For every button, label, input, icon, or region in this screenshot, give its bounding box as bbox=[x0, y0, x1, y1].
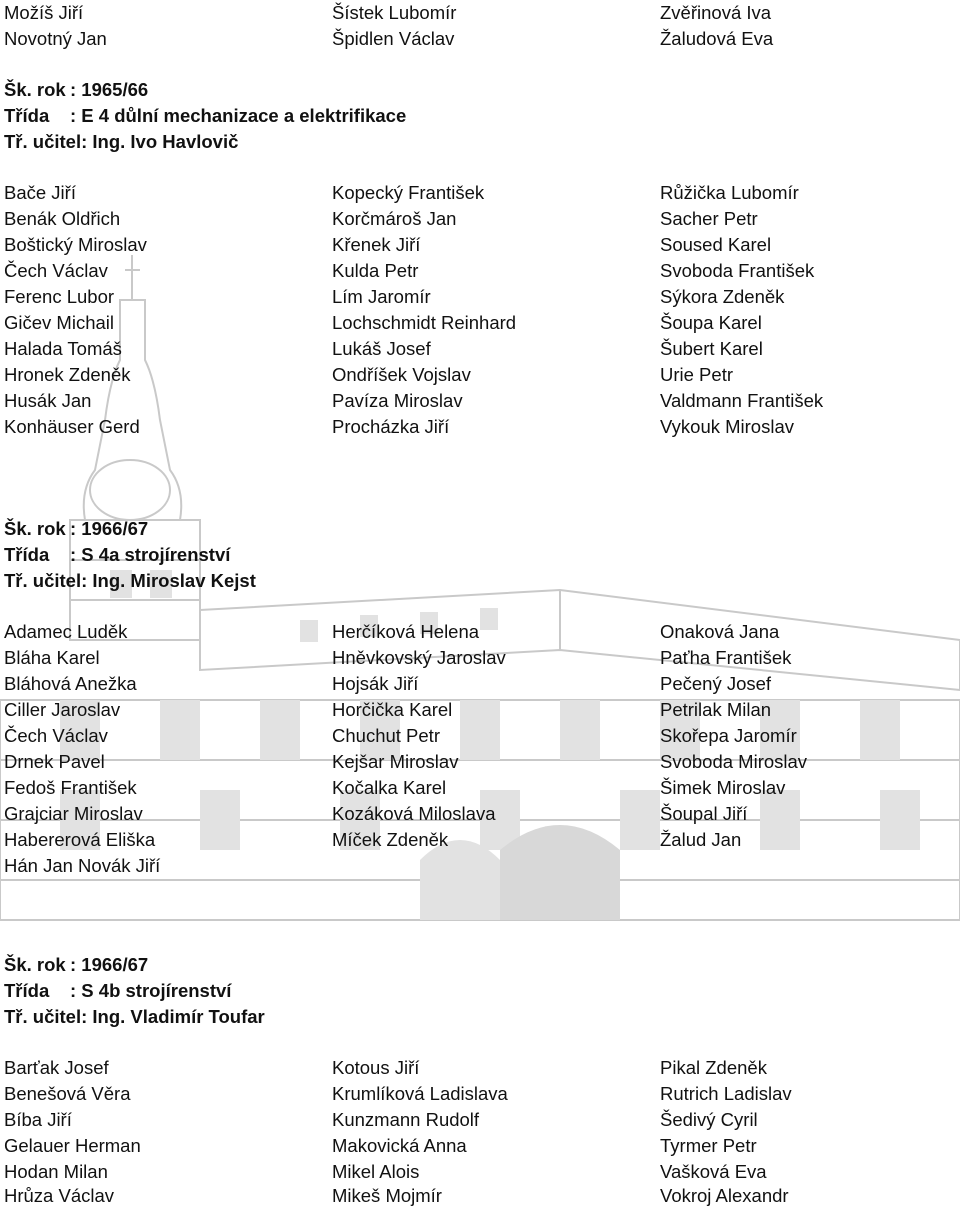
name-row bbox=[4, 697, 960, 723]
student-name: Mikel Alois bbox=[332, 1161, 420, 1182]
class-teacher-heading: Tř. učitel: Ing. Ivo Havlovič bbox=[4, 131, 239, 152]
student-name: Grajciar Miroslav bbox=[4, 803, 143, 824]
class-heading bbox=[4, 542, 230, 568]
student-name: Lochschmidt Reinhard bbox=[332, 312, 517, 333]
student-name: Hojsák Jiří bbox=[332, 673, 419, 694]
class-teacher-heading: Tř. učitel: Ing. Miroslav Kejst bbox=[4, 570, 256, 591]
student-name: Habererová Eliška bbox=[4, 829, 156, 850]
student-name: Hrůza Václav bbox=[4, 1185, 115, 1206]
student-name: Korčmároš Jan bbox=[332, 208, 457, 229]
student-name: Kotous Jiří bbox=[332, 1057, 420, 1078]
name-row bbox=[4, 310, 960, 336]
school-year-label: Šk. rok bbox=[4, 79, 66, 100]
school-year-label: Šk. rok bbox=[4, 518, 66, 539]
name-row bbox=[4, 645, 960, 671]
student-name: Vokroj Alexandr bbox=[660, 1185, 789, 1206]
student-name: Šimek Miroslav bbox=[660, 777, 786, 798]
class-label: Třída bbox=[4, 980, 50, 1001]
student-name: Onaková Jana bbox=[660, 621, 780, 642]
name-row bbox=[4, 853, 960, 879]
student-name: Novotný Jan bbox=[4, 28, 107, 49]
school-year-label: Šk. rok bbox=[4, 954, 66, 975]
name-row bbox=[4, 1107, 960, 1133]
school-year-value: : 1965/66 bbox=[70, 79, 149, 100]
student-name: Čech Václav bbox=[4, 725, 108, 746]
student-name: Herčíková Helena bbox=[332, 621, 480, 642]
student-name: Kozáková Miloslava bbox=[332, 803, 496, 824]
student-name: Žalud Jan bbox=[660, 829, 742, 850]
student-name: Drnek Pavel bbox=[4, 751, 105, 772]
student-name: Možíš Jiří bbox=[4, 2, 84, 23]
class-value: : S 4b strojírenství bbox=[70, 980, 232, 1001]
student-name: Urie Petr bbox=[660, 364, 733, 385]
name-row bbox=[4, 336, 960, 362]
student-name: Šoupa Karel bbox=[660, 312, 762, 333]
name-row bbox=[4, 26, 960, 52]
student-name: Barťak Josef bbox=[4, 1057, 109, 1078]
student-name: Kejšar Miroslav bbox=[332, 751, 459, 772]
class-value: : E 4 důlní mechanizace a elektrifikace bbox=[70, 105, 407, 126]
student-name: Bláha Karel bbox=[4, 647, 100, 668]
student-name: Pečený Josef bbox=[660, 673, 772, 694]
student-name: Halada Tomáš bbox=[4, 338, 122, 359]
student-name: Soused Karel bbox=[660, 234, 772, 255]
student-name: Kočalka Karel bbox=[332, 777, 447, 798]
student-name: Adamec Luděk bbox=[4, 621, 128, 642]
student-name: Lím Jaromír bbox=[332, 286, 431, 307]
school-year-value: : 1966/67 bbox=[70, 518, 149, 539]
student-name: Pikal Zdeněk bbox=[660, 1057, 767, 1078]
name-row bbox=[4, 723, 960, 749]
student-name: Sacher Petr bbox=[660, 208, 758, 229]
student-name: Paťha František bbox=[660, 647, 792, 668]
student-name: Hán Jan Novák Jiří bbox=[4, 855, 161, 876]
name-row bbox=[4, 1159, 960, 1185]
student-name: Rutrich Ladislav bbox=[660, 1083, 792, 1104]
student-name: Boštický Miroslav bbox=[4, 234, 147, 255]
student-name: Šoupal Jiří bbox=[660, 803, 748, 824]
school-year-value: : 1966/67 bbox=[70, 954, 149, 975]
name-row bbox=[4, 619, 960, 645]
name-row bbox=[4, 362, 960, 388]
student-name: Gelauer Herman bbox=[4, 1135, 141, 1156]
student-name: Makovická Anna bbox=[332, 1135, 467, 1156]
student-name: Benešová Věra bbox=[4, 1083, 131, 1104]
class-value: : S 4a strojírenství bbox=[70, 544, 231, 565]
student-name: Lukáš Josef bbox=[332, 338, 431, 359]
name-row bbox=[4, 284, 960, 310]
student-name: Šístek Lubomír bbox=[332, 2, 457, 23]
student-name: Bíba Jiří bbox=[4, 1109, 72, 1130]
student-name: Benák Oldřich bbox=[4, 208, 121, 229]
student-name: Procházka Jiří bbox=[332, 416, 450, 437]
school-year-heading bbox=[4, 952, 148, 978]
name-row bbox=[4, 1133, 960, 1159]
student-name: Žaludová Eva bbox=[660, 28, 774, 49]
class-label: Třída bbox=[4, 105, 50, 126]
student-name: Křenek Jiří bbox=[332, 234, 421, 255]
name-row bbox=[4, 232, 960, 258]
name-row bbox=[4, 1183, 960, 1209]
student-name: Tyrmer Petr bbox=[660, 1135, 757, 1156]
student-name: Svoboda Miroslav bbox=[660, 751, 808, 772]
student-name: Vašková Eva bbox=[660, 1161, 767, 1182]
student-name: Zvěřinová Iva bbox=[660, 2, 772, 23]
student-name: Špidlen Václav bbox=[332, 28, 455, 49]
student-name: Sýkora Zdeněk bbox=[660, 286, 785, 307]
name-row bbox=[4, 671, 960, 697]
name-row bbox=[4, 827, 960, 853]
student-name: Hronek Zdeněk bbox=[4, 364, 131, 385]
student-name: Hněvkovský Jaroslav bbox=[332, 647, 506, 668]
name-row bbox=[4, 258, 960, 284]
student-name: Hodan Milan bbox=[4, 1161, 108, 1182]
student-name: Kulda Petr bbox=[332, 260, 419, 281]
student-name: Vykouk Miroslav bbox=[660, 416, 794, 437]
student-name: Kopecký František bbox=[332, 182, 485, 203]
student-name: Bláhová Anežka bbox=[4, 673, 137, 694]
student-name: Valdmann František bbox=[660, 390, 824, 411]
student-name: Skořepa Jaromír bbox=[660, 725, 797, 746]
student-name: Horčička Karel bbox=[332, 699, 453, 720]
student-name: Čech Václav bbox=[4, 260, 108, 281]
name-row bbox=[4, 775, 960, 801]
name-row bbox=[4, 388, 960, 414]
student-name: Ciller Jaroslav bbox=[4, 699, 121, 720]
student-name: Krumlíková Ladislava bbox=[332, 1083, 508, 1104]
name-row bbox=[4, 801, 960, 827]
student-name: Fedoš František bbox=[4, 777, 137, 798]
name-row bbox=[4, 749, 960, 775]
name-row bbox=[4, 206, 960, 232]
school-year-heading bbox=[4, 516, 148, 542]
school-year-heading bbox=[4, 77, 148, 103]
student-name: Gičev Michail bbox=[4, 312, 114, 333]
class-heading bbox=[4, 978, 231, 1004]
class-heading bbox=[4, 103, 406, 129]
class-teacher-heading: Tř. učitel: Ing. Vladimír Toufar bbox=[4, 1006, 265, 1027]
student-name: Míček Zdeněk bbox=[332, 829, 449, 850]
student-name: Pavíza Miroslav bbox=[332, 390, 463, 411]
student-name: Petrilak Milan bbox=[660, 699, 772, 720]
student-name: Mikeš Mojmír bbox=[332, 1185, 442, 1206]
name-row bbox=[4, 1055, 960, 1081]
student-name: Ondříšek Vojslav bbox=[332, 364, 471, 385]
student-name: Konhäuser Gerd bbox=[4, 416, 140, 437]
student-name: Chuchut Petr bbox=[332, 725, 440, 746]
student-name: Bače Jiří bbox=[4, 182, 76, 203]
student-name: Svoboda František bbox=[660, 260, 815, 281]
student-name: Šubert Karel bbox=[660, 338, 763, 359]
name-row bbox=[4, 1081, 960, 1107]
name-row bbox=[4, 414, 960, 440]
student-name: Husák Jan bbox=[4, 390, 92, 411]
name-row bbox=[4, 180, 960, 206]
student-name: Ferenc Lubor bbox=[4, 286, 115, 307]
name-row bbox=[4, 0, 960, 26]
student-name: Kunzmann Rudolf bbox=[332, 1109, 480, 1130]
student-name: Růžička Lubomír bbox=[660, 182, 799, 203]
class-label: Třída bbox=[4, 544, 50, 565]
student-name: Šedivý Cyril bbox=[660, 1109, 758, 1130]
